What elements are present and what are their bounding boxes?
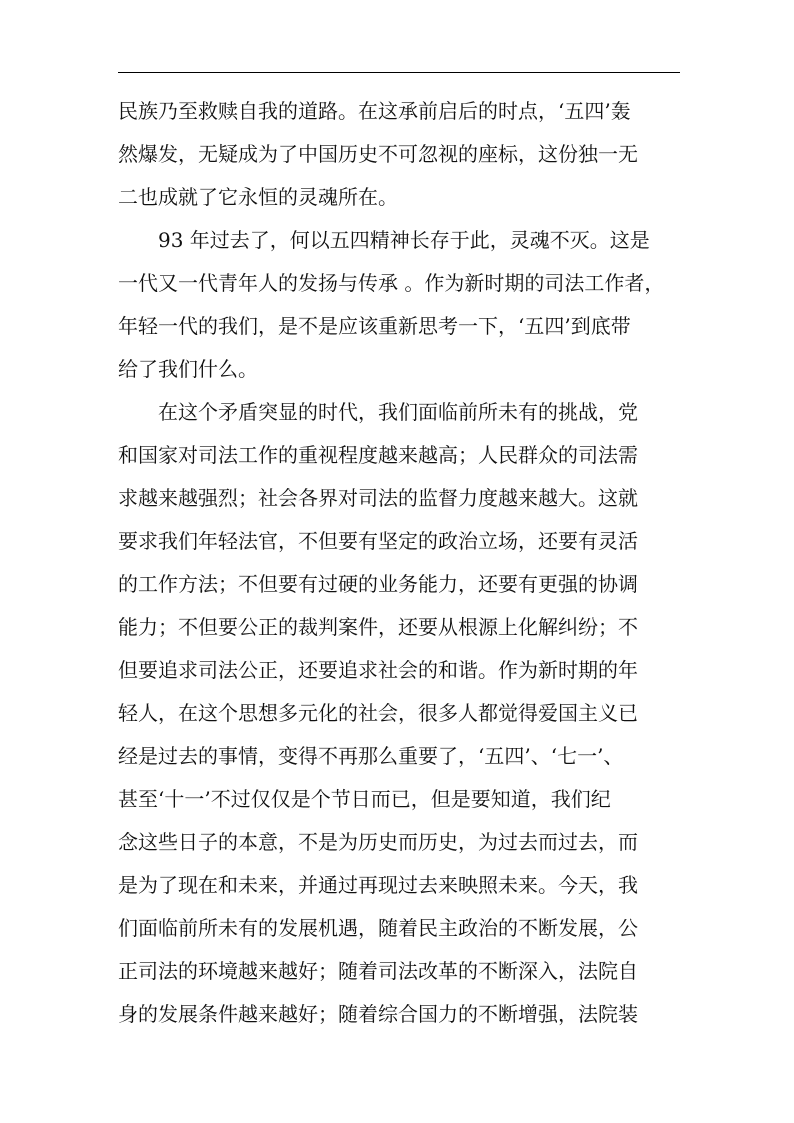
paragraph-2-line-4: 给了我们什么。 [118,357,258,381]
paragraph-3-line-12: 是为了现在和未来，并通过再现过去来映照未来。今天，我 [118,873,638,897]
paragraph-2-line-1: 93 年过去了，何以五四精神长存于此，灵魂不灭。这是 [158,228,650,252]
paragraph-3-line-10: 甚至‘十一’不过仅仅是个节日而已，但是要知道，我们纪 [118,787,611,811]
header-rule [118,72,680,73]
paragraph-3-line-3: 求越来越强烈；社会各界对司法的监督力度越来越大。这就 [118,486,638,510]
paragraph-3-line-5: 的工作方法；不但要有过硬的业务能力，还要有更强的协调 [118,572,638,596]
paragraph-3-line-8: 轻人，在这个思想多元化的社会，很多人都觉得爱国主义已 [118,701,638,725]
paragraph-2-line-2: 一代又一代青年人的发扬与传承 。作为新时期的司法工作者， [118,271,665,295]
paragraph-3-line-7: 但要追求司法公正，还要追求社会的和谐。作为新时期的年 [118,658,638,682]
paragraph-3-line-9: 经是过去的事情，变得不再那么重要了，‘五四’、‘七一’、 [118,744,624,768]
paragraph-3-line-2: 和国家对司法工作的重视程度越来越高；人民群众的司法需 [118,443,638,467]
paragraph-3-line-15: 身的发展条件越来越好；随着综合国力的不断增强，法院装 [118,1002,638,1026]
paragraph-1-line-2: 然爆发，无疑成为了中国历史不可忽视的座标，这份独一无 [118,142,638,166]
paragraph-1-line-1: 民族乃至救赎自我的道路。在这承前启后的时点，‘五四’轰 [118,99,631,123]
paragraph-3-line-6: 能力；不但要公正的裁判案件，还要从根源上化解纠纷；不 [118,615,638,639]
paragraph-3-line-1: 在这个矛盾突显的时代，我们面临前所未有的挑战，党 [158,400,638,424]
paragraph-3-line-11: 念这些日子的本意，不是为历史而历史，为过去而过去，而 [118,830,638,854]
paragraph-3-line-4: 要求我们年轻法官，不但要有坚定的政治立场，还要有灵活 [118,529,638,553]
paragraph-3-line-14: 正司法的环境越来越好；随着司法改革的不断深入，法院自 [118,959,638,983]
paragraph-1-line-3: 二也成就了它永恒的灵魂所在。 [118,185,398,209]
paragraph-2-line-3: 年轻一代的我们，是不是应该重新思考一下，‘五四’到底带 [118,314,631,338]
paragraph-3-line-13: 们面临前所未有的发展机遇，随着民主政治的不断发展，公 [118,916,638,940]
